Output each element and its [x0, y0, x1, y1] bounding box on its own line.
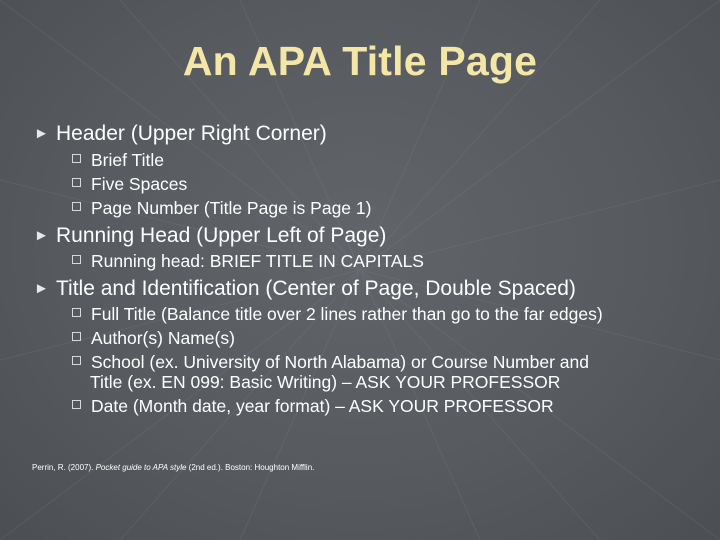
bullet-text: Title and Identification (Center of Page, Double Spaced): [56, 277, 576, 300]
sub-item: Five Spaces: [72, 174, 187, 195]
bullet-title-identification: [34, 277, 576, 301]
slide-title: An APA Title Page: [182, 38, 538, 84]
square-bullet-icon: [72, 202, 81, 211]
square-bullet-icon: [72, 400, 81, 409]
sub-item: Running head: BRIEF TITLE IN CAPITALS: [72, 251, 424, 272]
bullet-text: Running Head (Upper Left of Page): [56, 224, 387, 247]
reference-book-title: Pocket guide to APA style: [95, 463, 187, 472]
reference-citation: Perrin, R. (2007). Pocket guide to APA style (2nd ed.). Boston: Houghton Mifflin.: [32, 463, 315, 472]
square-bullet-icon: [72, 356, 81, 365]
sub-item-continuation: Title (ex. EN 099: Basic Writing) – ASK YOUR PROFESSOR: [90, 372, 561, 392]
square-bullet-icon: [72, 178, 81, 187]
arrow-bullet-icon: ►: [34, 125, 49, 142]
sub-item: Brief Title: [72, 150, 164, 171]
bullet-header: [34, 122, 327, 146]
sub-item: School (ex. University of North Alabama) or Course Number and: [72, 352, 589, 373]
square-bullet-icon: [72, 332, 81, 341]
square-bullet-icon: [72, 255, 81, 264]
sub-item: Date (Month date, year format) – ASK YOUR PROFESSOR: [72, 396, 554, 417]
bullet-text: Header (Upper Right Corner): [56, 122, 327, 145]
square-bullet-icon: [72, 308, 81, 317]
sub-item: Page Number (Title Page is Page 1): [72, 198, 371, 219]
bullet-running-head: [34, 224, 386, 248]
sub-item: Author(s) Name(s): [72, 328, 235, 349]
square-bullet-icon: [72, 154, 81, 163]
arrow-bullet-icon: ►: [34, 280, 49, 297]
sub-item: Full Title (Balance title over 2 lines rather than go to the far edges): [72, 304, 603, 325]
arrow-bullet-icon: ►: [34, 227, 49, 244]
